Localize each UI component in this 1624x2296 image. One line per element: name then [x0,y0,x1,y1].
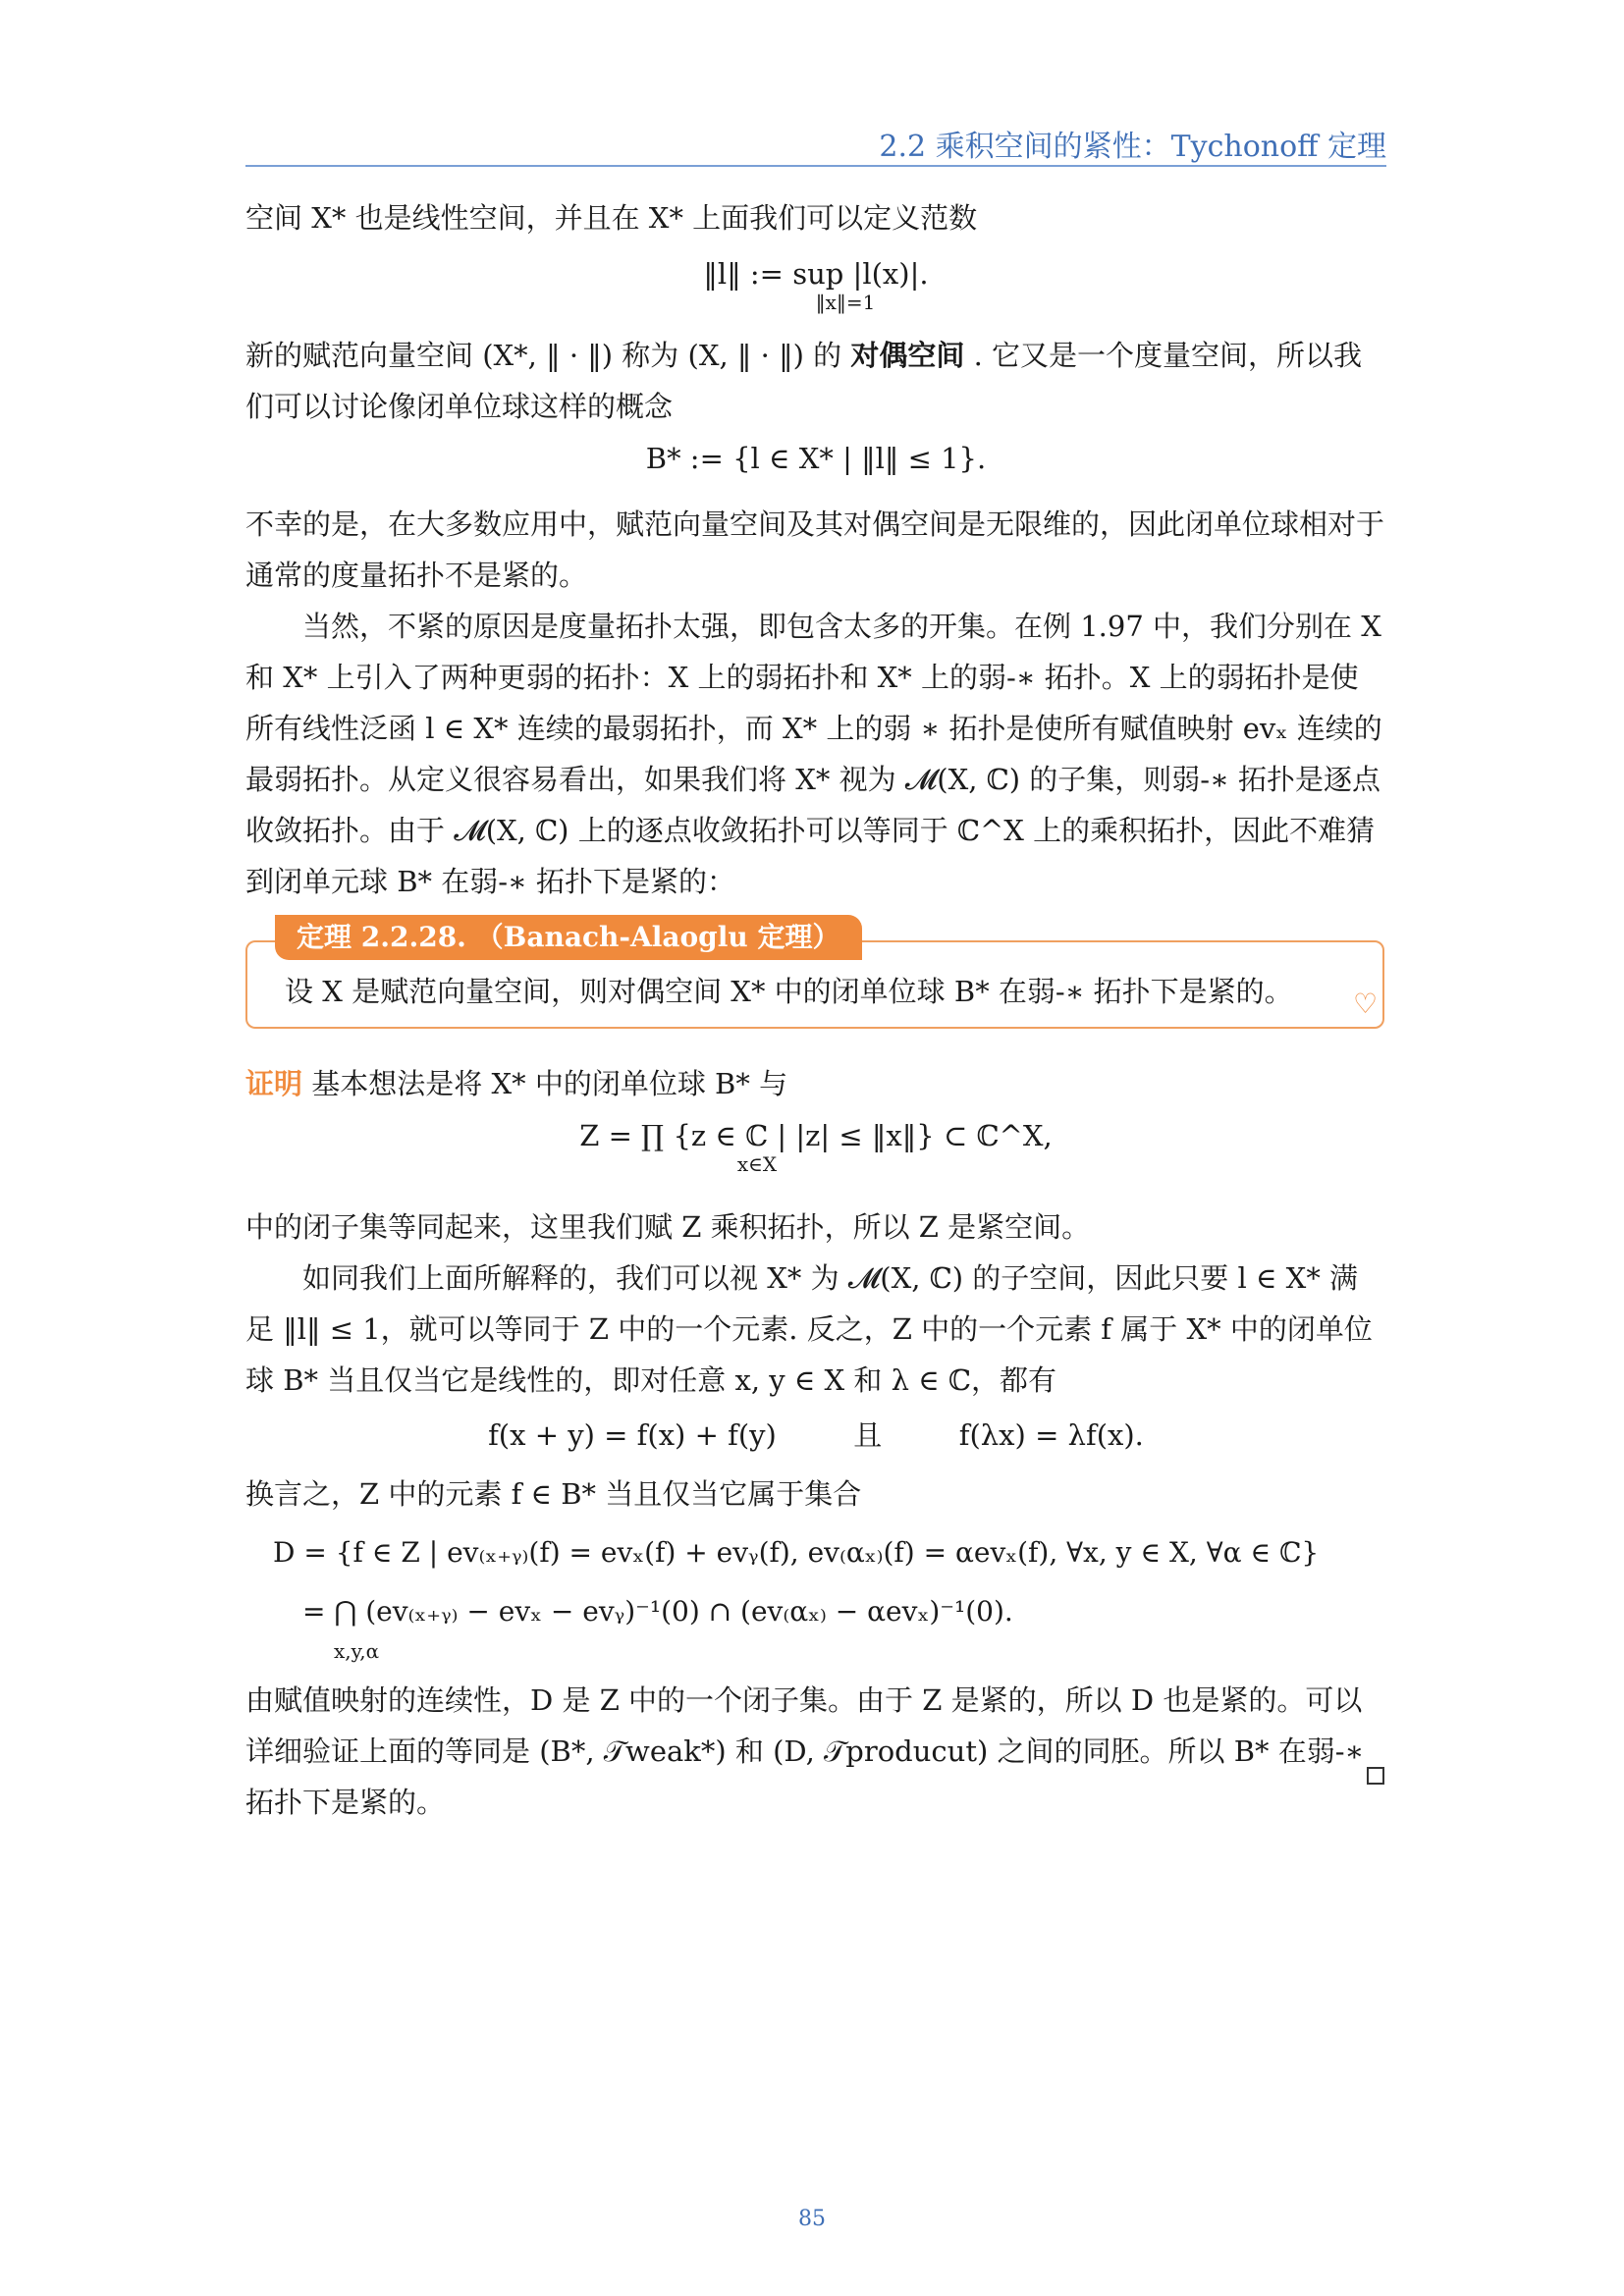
paragraph-4: 当然，不紧的原因是度量拓扑太强，即包含太多的开集。在例 1.97 中，我们分别在 X 和 X* 上引入了两种更弱的拓扑：X 上的弱拓扑和 X* 上的弱-∗ 拓扑。X 上的弱拓扑是使所有线性泛函 l ∈ X* 连续的最弱拓扑，而 X* 上的弱 ∗ 拓扑是使所有赋值映射 evₓ 连续的最弱拓扑。从定义很容易看出，如果我们将 X* 视为 𝓜(X, ℂ) 的子集，则弱-∗ 拓扑是逐点收敛拓扑。由于 𝓜(X, ℂ) 上的逐点收敛拓扑可以等同于 ℂ^X 上的乘积拓扑，因此不难猜到闭单元球 B* 在弱-∗ 拓扑下是紧的： [245,610,1382,898]
equation-linearity-left: f(x + y) = f(x) + f(y) [488,1418,777,1452]
equation-norm-subscript: ‖x‖=1 [815,291,876,314]
paragraph-3: 不幸的是，在大多数应用中，赋范向量空间及其对偶空间是无限维的，因此闭单位球相对于通常的度量拓扑不是紧的。 [245,507,1385,592]
proof-paragraph-4: 换言之，Z 中的元素 f ∈ B* 当且仅当它属于集合 [245,1477,862,1511]
paragraph-1: 空间 X* 也是线性空间，并且在 X* 上面我们可以定义范数 [245,201,978,235]
equation-set-d-line1: D = {f ∈ Z | ev₍ₓ₊ᵧ₎(f) = evₓ(f) + evᵧ(f), ev₍αₓ₎(f) = αevₓ(f), ∀x, y ∈ X, ∀α ∈ ℂ} [273,1536,1320,1569]
proof-paragraph-1-text: 基本想法是将 X* 中的闭单位球 B* 与 [311,1067,788,1100]
equation-linearity [245,1414,1386,1454]
equation-norm [245,257,1386,314]
equation-unit-ball: B* := {l ∈ X* | ‖l‖ ≤ 1}. [645,442,987,475]
paragraph-2 [245,330,1386,432]
theorem-body: 设 X 是赋范向量空间，则对偶空间 X* 中的闭单位球 B* 在弱-∗ 拓扑下是紧的。 [285,975,1293,1008]
equation-linearity-and: 且 [853,1418,883,1452]
equation-set-d-subscript: x,y,α [334,1639,380,1663]
equation-product-space [245,1119,1386,1176]
equation-product-space-body: Z = ∏ {z ∈ ℂ | |z| ≤ ‖x‖} ⊂ ℂ^X, [579,1119,1053,1152]
term-dual-space: 对偶空间 [850,339,965,372]
qed-icon [1367,1767,1384,1785]
proof-label: 证明 [245,1067,303,1100]
proof-paragraph-3: 如同我们上面所解释的，我们可以视 X* 为 𝓜(X, ℂ) 的子空间，因此只要 l ∈ X* 满足 ‖l‖ ≤ 1，就可以等同于 Z 中的一个元素. 反之，Z 中的一个元素 f 属于 X* 中的闭单位球 B* 当且仅当它是线性的，即对任意 x, y ∈ X 和 λ ∈ ℂ，都有 [245,1261,1373,1397]
equation-linearity-right: f(λx) = λf(x). [958,1418,1144,1452]
proof-paragraph-1 [245,1058,1386,1109]
paragraph-2-start: 新的赋范向量空间 (X*, ‖ · ‖) 称为 (X, ‖ · ‖) 的 [245,339,842,372]
equation-norm-body: ‖l‖ := sup |l(x)|. [703,257,929,291]
heart-icon: ♡ [1353,988,1379,1020]
proof-paragraph-2: 中的闭子集等同起来，这里我们赋 Z 乘积拓扑，所以 Z 是紧空间。 [245,1210,1091,1244]
proof-paragraph-5: 由赋值映射的连续性，D 是 Z 中的一个闭子集。由于 Z 是紧的，所以 D 也是紧的。可以详细验证上面的等同是 (B*, 𝒯weak*) 和 (D, 𝒯producut) 之间的同胚。所以 B* 在弱-∗ 拓扑下是紧的。 [245,1683,1365,1819]
equation-product-space-subscript: x∈X [736,1152,778,1176]
page-number: 85 [798,2207,826,2231]
equation-set-d-line2: = ⋂ (ev₍ₓ₊ᵧ₎ − evₓ − evᵧ)⁻¹(0) ∩ (ev₍αₓ₎ − αevₓ)⁻¹(0). [302,1595,1013,1628]
running-header: 2.2 乘积空间的紧性：Tychonoff 定理 [879,130,1386,164]
theorem-tag: 定理 2.2.28. （Banach-Alaoglu 定理） [275,915,862,960]
paragraph-2-end: . 它又是一个度量空间，所以我们可以讨论像闭单位球这样的概念 [245,339,1362,423]
header-rule [245,165,1386,167]
